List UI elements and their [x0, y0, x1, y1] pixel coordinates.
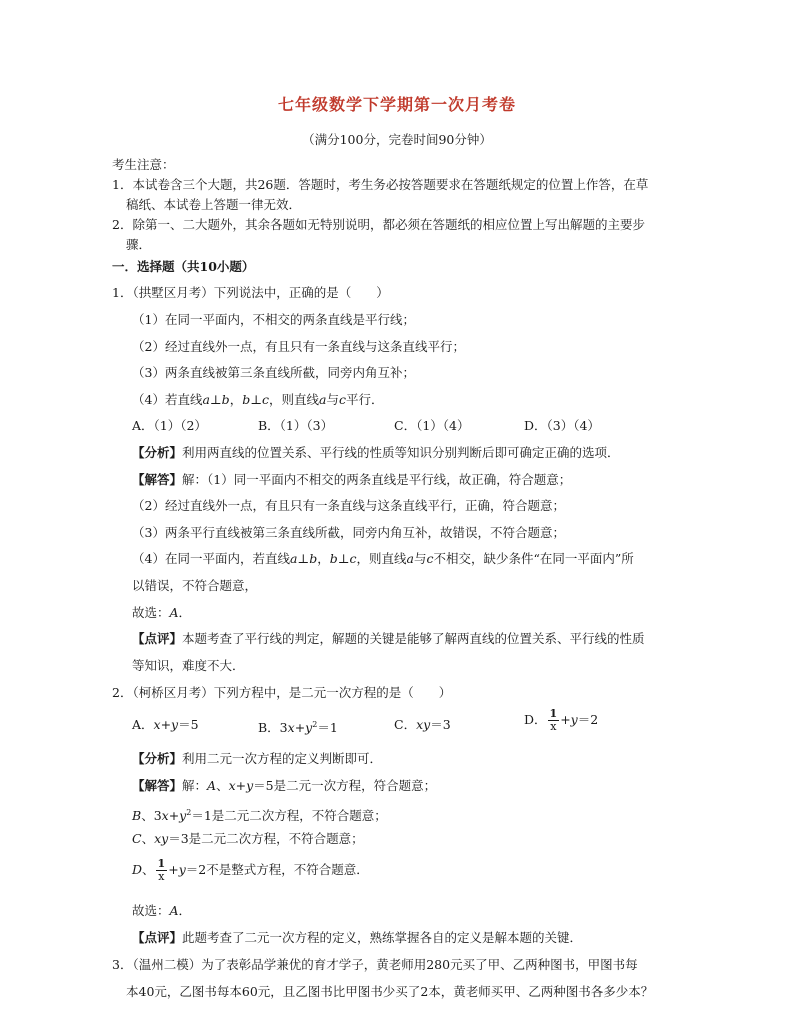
q2-option-c: C．xy＝3	[394, 717, 451, 732]
q3-line-2: 本40元，乙图书每本60元，且乙图书比甲图书少买了2本，黄老师买甲、乙两种图书各多少本？	[126, 984, 654, 999]
notice-line-1a: 1．本试卷含三个大题，共26题．答题时，考生务必按答题要求在答题纸规定的位置上作答，在草	[112, 177, 649, 192]
q1-answer-4: （4）在同一平面内，若直线a⊥b，b⊥c，则直线a与c不相交，缺少条件“在同一平面内”所	[132, 551, 634, 566]
exam-subtitle: （满分100分，完卷时间90分钟）	[302, 132, 492, 147]
q1-answer-4b: 以错误，不符合题意，	[132, 578, 258, 593]
q2-choose: 故选：A．	[132, 903, 192, 918]
q2-option-d: D． $\frac{1}{x}$ +y＝2	[524, 707, 599, 733]
notice-line-2a: 2．除第一、二大题外，其余各题如无特别说明，都必须在答题纸的相应位置上写出解题的主要步	[112, 217, 645, 232]
q2-answer-2: B、$3x+y^2=1$是二元二次方程，不符合题意；	[132, 808, 387, 824]
section-heading: 一．选择题（共10小题）	[112, 259, 255, 274]
q1-answer-2: （2）经过直线外一点，有且只有一条直线与这条直线平行，正确，符合题意；	[132, 498, 565, 513]
q3-line-1: 3．（温州二模）为了表彰品学兼优的育才学子，黄老师用280元买了甲、乙两种图书，甲图书每	[112, 957, 638, 972]
q1-option-b: B．（1）（3）	[258, 418, 334, 433]
notice-line-1b: 稿纸、本试卷上答题一律无效．	[126, 197, 302, 212]
q1-analysis: 【分析】利用两直线的位置关系、平行线的性质等知识分别判断后即可确定正确的选项．	[132, 445, 620, 460]
q1-statement-1: （1）在同一平面内，不相交的两条直线是平行线；	[132, 312, 415, 327]
q2-answer-3: C、xy＝3是二元二次方程，不符合题意；	[132, 831, 364, 846]
q1-choose: 故选：A．	[132, 605, 192, 620]
notice-line-2b: 骤．	[126, 237, 152, 252]
q1-option-a: A．（1）（2）	[132, 418, 207, 433]
q2-option-d-fraction: $\frac{1}{x}$	[549, 707, 558, 733]
q2-comment: 【点评】此题考查了二元一次方程的定义，熟练掌握各自的定义是解本题的关键．	[132, 930, 583, 945]
q2-answer-1: 【解答】解：A、x+y＝5是二元一次方程，符合题意；	[132, 778, 437, 793]
q1-stem: 1．（拱墅区月考）下列说法中，正确的是（ ）	[112, 285, 389, 300]
q2-answer-4: D、 $\frac{1}{x}$ +y＝2不是整式方程，不符合题意．	[132, 857, 369, 883]
q1-statement-2: （2）经过直线外一点，有且只有一条直线与这条直线平行；	[132, 339, 465, 354]
q2-analysis: 【分析】利用二元一次方程的定义判断即可．	[132, 751, 383, 766]
q2-answer-4-fraction: $\frac{1}{x}$	[157, 857, 166, 883]
q1-statement-4: （4）若直线a⊥b，b⊥c，则直线a与c平行．	[132, 392, 384, 407]
q1-answer-3: （3）两条平行直线被第三条直线所截，同旁内角互补，故错误，不符合题意；	[132, 525, 565, 540]
notice-heading: 考生注意：	[112, 157, 175, 172]
q1-comment-2: 等知识，难度不大．	[132, 658, 245, 673]
q1-comment: 【点评】本题考查了平行线的判定，解题的关键是能够了解两直线的位置关系、平行线的性质	[132, 631, 645, 646]
q1-option-d: D．（3）（4）	[524, 418, 600, 433]
q1-answer-1: 【解答】解：（1）同一平面内不相交的两条直线是平行线，故正确，符合题意；	[132, 472, 572, 487]
q2-stem: 2．（柯桥区月考）下列方程中，是二元一次方程的是（ ）	[112, 685, 452, 700]
q1-statement-3: （3）两条直线被第三条直线所截，同旁内角互补；	[132, 365, 415, 380]
q2-option-a: A．x+y＝5	[132, 717, 199, 732]
q2-option-b: B．$3x+y^2=1$	[258, 720, 338, 736]
q1-option-c: C．（1）（4）	[394, 418, 470, 433]
exam-title: 七年级数学下学期第一次月考卷	[277, 95, 516, 114]
